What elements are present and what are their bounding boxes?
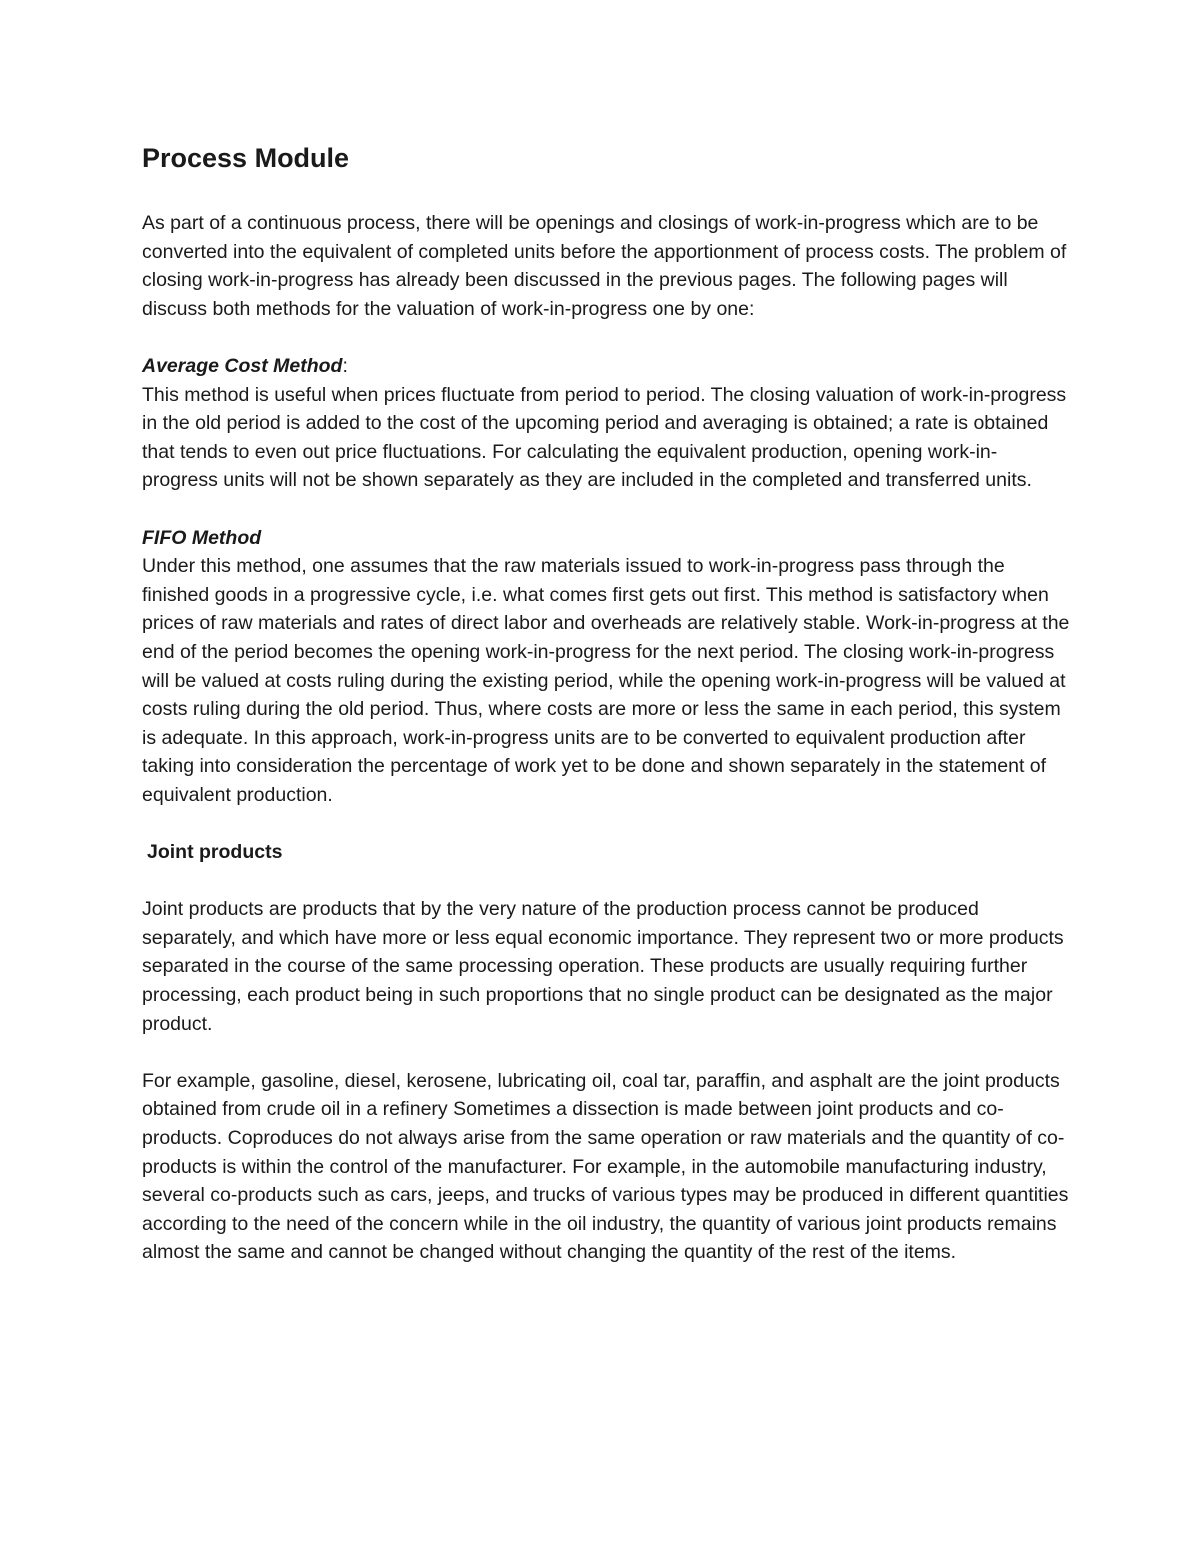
spacer [142, 323, 1072, 352]
page-title: Process Module [142, 143, 350, 173]
spacer [142, 495, 1072, 524]
document-page [142, 140, 1072, 1267]
fifo-paragraph: Under this method, one assumes that the raw materials issued to work-in-progress pass through the finished goods in a progressive cycle, i.e. what comes first gets out first. This method is satisfactory when prices of raw materials and rates of direct labor and overheads are relatively stable. Work-in-progress at the end of the period becomes the opening work-in-progress for the next period. The closing work-in-progress will be valued at costs ruling during the existing period, while the opening work-in-progress will be valued at costs ruling during the old period. Thus, where costs are more or less the same in each period, this system is adequate. In this approach, work-in-progress units are to be converted to equivalent production after taking into consideration the percentage of work yet to be done and shown separately in the statement of equivalent production. [142, 555, 1070, 806]
joint-products-heading: Joint products [147, 841, 283, 864]
average-cost-heading-suffix: : [342, 354, 348, 377]
spacer [142, 809, 1072, 838]
intro-paragraph: As part of a continuous process, there will be openings and closings of work-in-progress which are to be converted into the equivalent of completed units before the apportionment of process costs. The problem of closing work-in-progress has already been discussed in the previous pages. The following pages will discuss both methods for the valuation of work-in-progress one by one: [142, 212, 1067, 320]
average-cost-heading [142, 352, 1072, 381]
spacer [142, 867, 1072, 896]
joint-products-paragraph-1: Joint products are products that by the very nature of the production process cannot be produced separately, and which have more or less equal economic importance. They represent two or more products separated in the course of the same processing operation. These products are usually requiring further processing, each product being in such proportions that no single product can be designated as the major product. [142, 898, 1064, 1035]
average-cost-paragraph: This method is useful when prices fluctuate from period to period. The closing valuation of work-in-progress in the old period is added to the cost of the upcoming period and averaging is obtained; a rate is obtained that tends to even out price fluctuations. For calculating the equivalent production, opening work-in-progress units will not be shown separately as they are included in the completed and transferred units. [142, 383, 1067, 492]
average-cost-heading-text: Average Cost Method [142, 354, 343, 377]
spacer [142, 1038, 1072, 1067]
fifo-heading: FIFO Method [142, 526, 262, 549]
joint-products-paragraph-2: For example, gasoline, diesel, kerosene, lubricating oil, coal tar, paraffin, and asphalt are the joint products obtained from crude oil in a refinery Sometimes a dissection is made between joint products and co-products. Coproduces do not always arise from the same operation or raw materials and the quantity of co-products is within the control of the manufacturer. For example, in the automobile manufacturing industry, several co-products such as cars, jeeps, and trucks of various types may be produced in different quantities according to the need of the concern while in the oil industry, the quantity of various joint products remains almost the same and cannot be changed without changing the quantity of the rest of the items. [142, 1069, 1069, 1264]
spacer [142, 176, 1072, 209]
